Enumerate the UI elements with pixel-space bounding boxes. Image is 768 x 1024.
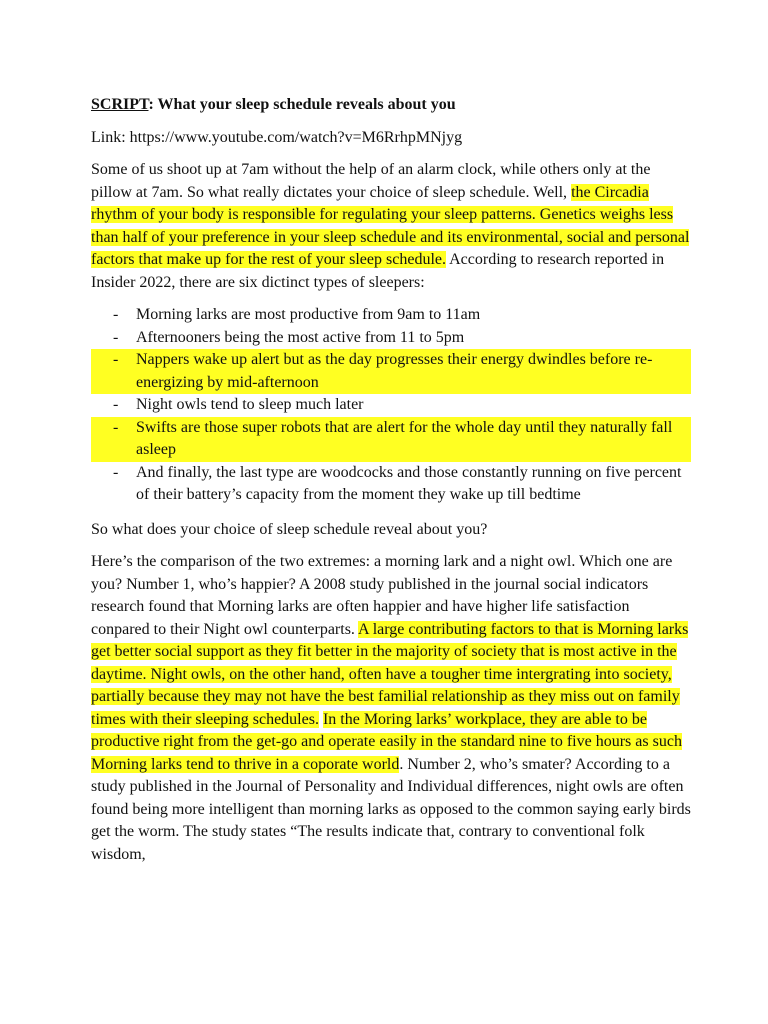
- list-item-text: Nappers wake up alert but as the day progresses their energy dwindles before re-energizing by mid-afternoon: [136, 351, 653, 391]
- list-dash: -: [113, 351, 119, 368]
- intro-text-1: Some of us shoot up at 7am without the help of an alarm clock, while others only at the pillow at 7am. So what really dictates your choice of sleep schedule. Well,: [91, 161, 651, 201]
- list-item-text: Swifts are those super robots that are alert for the whole day until they naturally fall asleep: [136, 418, 673, 458]
- list-dash: -: [113, 306, 119, 323]
- list-dash: -: [113, 396, 119, 413]
- list-item: [91, 349, 691, 394]
- title-separator: :: [148, 96, 154, 113]
- title-text: What your sleep schedule reveals about you: [153, 96, 456, 113]
- list-item-text: And finally, the last type are woodcocks and those constantly running on five percent of their battery’s capacity from the moment they wake up till bedtime: [136, 463, 682, 503]
- intro-text-2: According to research reported in Insider 2022, there are six dictinct types of sleepers:: [91, 251, 665, 291]
- list-item-text: Morning larks are most productive from 9am to 11am: [136, 306, 481, 323]
- question-paragraph: So what does your choice of sleep schedule reveal about you?: [91, 520, 488, 538]
- list-item: [91, 417, 691, 462]
- list-dash: -: [113, 328, 119, 346]
- list-item-text: Night owls tend to sleep much later: [136, 396, 364, 413]
- intro-paragraph: [91, 159, 691, 294]
- comparison-paragraph: [91, 551, 691, 866]
- list-dash: -: [113, 418, 119, 436]
- document-body: [91, 94, 691, 876]
- comparison-highlight-1: A large contributing factors to that is Morning larks get better social support as they fit better in the majority of society that is most active in the daytime. Night owls, on the other hand, often have a tougher time intergrating into society, partially because they may not have the best familial relationship as they miss out on family times with their sleeping schedules.: [91, 620, 689, 728]
- title-keyword: SCRIPT: [91, 96, 149, 113]
- list-item: [91, 462, 691, 507]
- comparison-highlight-2: In the Moring larks’ workplace, they are able to be productive right from the get-go and operate easily in the standard nine to five hours as such Morning larks tend to thrive in a coporate world: [91, 710, 682, 773]
- list-dash: -: [113, 463, 119, 481]
- list-item-text: Afternooners being the most active from 11 to 5pm: [136, 328, 465, 346]
- document-title: [91, 94, 691, 117]
- sleeper-types-list: [91, 304, 691, 507]
- comparison-text-1: Here’s the comparison of the two extremes: a morning lark and a night owl. Which one are you? Number 1, who’s happier? A 2008 study published in the journal social indicators research found that Morning larks are often happier and have higher life satisfaction conpared to their Night owl counterparts.: [91, 553, 673, 638]
- video-link[interactable]: Link: https://www.youtube.com/watch?v=M6RrhpMNjyg: [91, 128, 463, 146]
- comparison-text-2: . Number 2, who’s smater? According to a study published in the Journal of Personality and Individual differences, night owls are often found being more intelligent than morning larks as opposed to the common saying early birds get the worm. The study states “The results indicate that, contrary to conventional folk wisdom,: [91, 755, 691, 863]
- list-item: [91, 327, 691, 350]
- list-item: [91, 304, 691, 327]
- list-item: [91, 394, 691, 417]
- intro-highlight: the Circadia rhythm of your body is responsible for regulating your sleep patterns. Genetics weighs less than half of your preference in your sleep schedule and its environmental, social and personal factors that make up for the rest of your sleep schedule.: [91, 183, 690, 268]
